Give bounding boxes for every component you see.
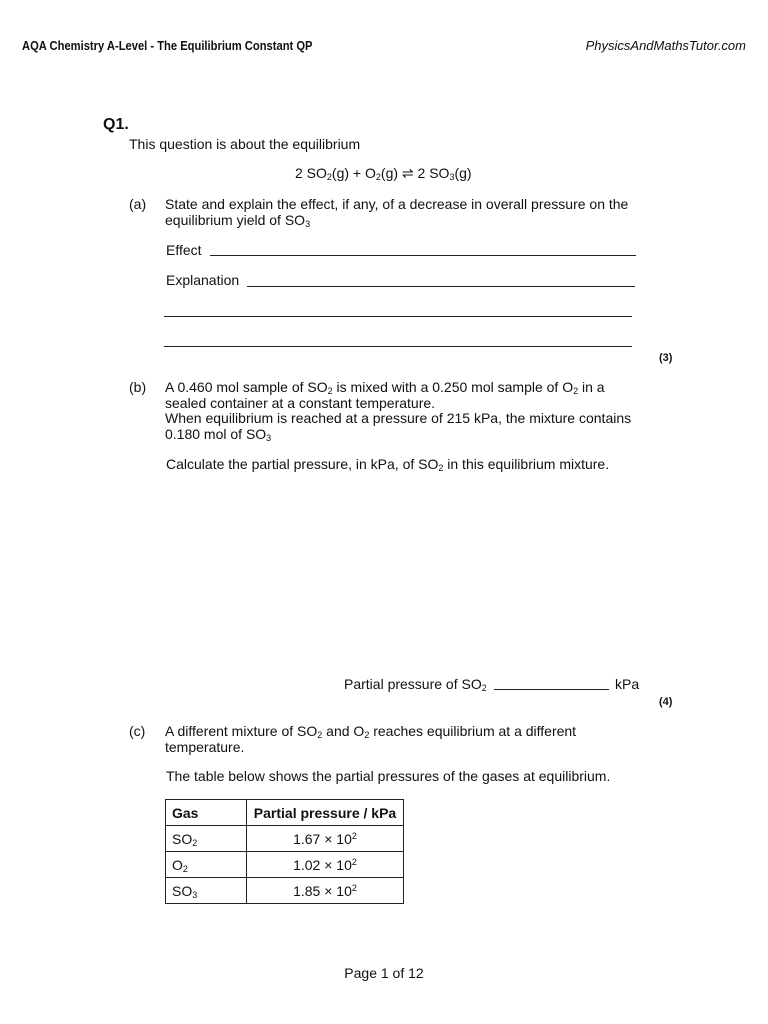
table-intro: The table below shows the partial pressures of the gases at equilibrium. (166, 768, 611, 784)
table-row (166, 878, 404, 904)
explanation-answer-line-3[interactable] (164, 346, 632, 347)
part-b-line-4: 0.180 mol of SO3 (165, 426, 272, 443)
part-b-marks: (4) (659, 696, 673, 708)
page-number: Page 1 of 12 (344, 965, 424, 981)
gas-cell: O2 (166, 852, 247, 878)
partial-pressure-answer-line[interactable] (494, 689, 609, 690)
gas-cell: SO3 (166, 878, 247, 904)
question-intro: This question is about the equilibrium (129, 136, 361, 152)
part-a-line-2: equilibrium yield of SO3 (165, 212, 311, 229)
partial-pressure-unit: kPa (615, 676, 640, 692)
effect-answer-line[interactable] (210, 255, 636, 256)
part-c-label: (c) (129, 723, 146, 739)
part-b-line-2: sealed container at a constant temperature. (165, 395, 436, 411)
equilibrium-equation: 2 SO2(g) + O2(g) ⇌ 2 SO3(g) (295, 165, 472, 182)
explanation-label: Explanation (166, 272, 240, 288)
part-a-label: (a) (129, 196, 147, 212)
part-c-line-2: temperature. (165, 739, 245, 755)
pressure-cell: $1.02 \times 10^2$ (247, 852, 404, 878)
site-name: PhysicsAndMathsTutor.com (585, 38, 746, 53)
explanation-answer-line-1[interactable] (247, 286, 635, 287)
header-gas: Gas (166, 800, 247, 826)
question-number: Q1. (103, 116, 129, 133)
part-b-line-3: When equilibrium is reached at a pressure of 215 kPa, the mixture contains (165, 410, 632, 426)
document-header-title: AQA Chemistry A-Level - The Equilibrium Constant QP (22, 38, 313, 53)
part-b-calculate-instruction: Calculate the partial pressure, in kPa, of SO2 in this equilibrium mixture. (166, 456, 610, 473)
part-c-line-1: A different mixture of SO2 and O2 reaches equilibrium at a different (165, 723, 577, 740)
partial-pressure-answer-label: Partial pressure of SO2 (344, 676, 487, 693)
table-row (166, 826, 404, 852)
explanation-answer-line-2[interactable] (164, 316, 632, 317)
table-header-row (166, 800, 404, 826)
part-a-line-1: State and explain the effect, if any, of a decrease in overall pressure on the (165, 196, 629, 212)
gas-cell: SO2 (166, 826, 247, 852)
pressure-cell: $1.85 \times 10^2$ (247, 878, 404, 904)
pressure-cell: $1.67 \times 10^2$ (247, 826, 404, 852)
header-partial-pressure: Partial pressure / kPa (247, 800, 404, 826)
effect-label: Effect (166, 242, 202, 258)
part-b-label: (b) (129, 379, 147, 395)
table-row (166, 852, 404, 878)
part-b-line-1: A 0.460 mol sample of SO2 is mixed with a 0.250 mol sample of O2 in a (165, 379, 605, 396)
partial-pressure-table (165, 799, 404, 904)
part-a-marks: (3) (659, 352, 673, 364)
